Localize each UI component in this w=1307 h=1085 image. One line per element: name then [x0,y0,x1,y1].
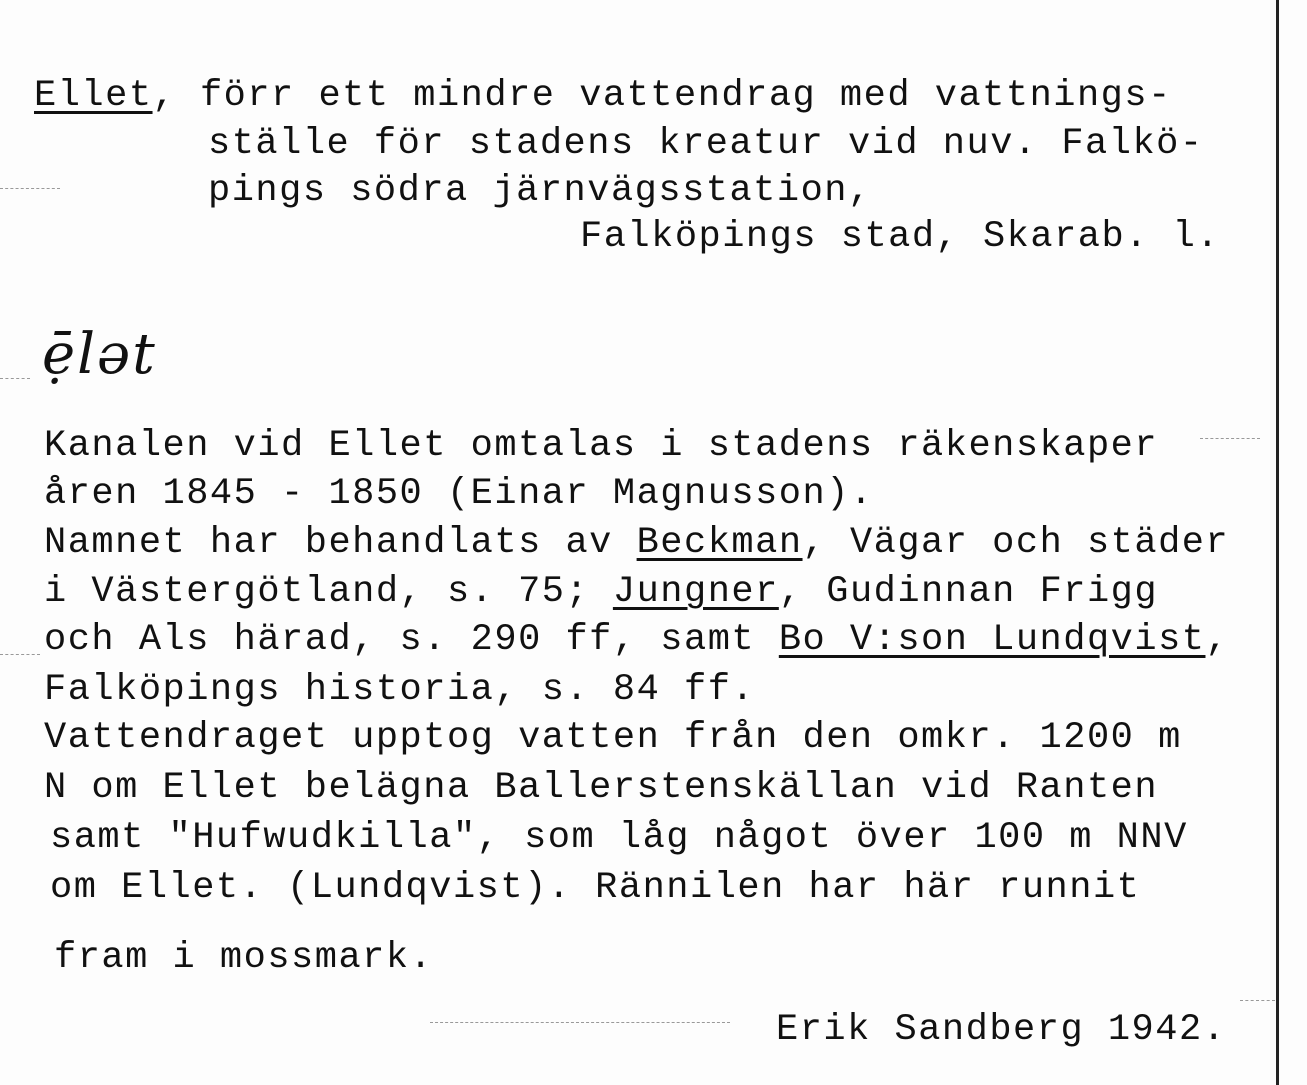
scan-artifact [0,378,30,379]
body-line-3: Namnet har behandlats av Beckman, Vägar och städer [44,522,1230,564]
body-line-11: fram i mossmark. [54,937,434,979]
entry-line-1: Ellet, förr ett mindre vattendrag med vattnings- [34,75,1172,117]
scan-artifact [1240,1000,1275,1001]
reference-beckman: Beckman [636,522,803,564]
card-edge [1276,0,1279,1085]
entry-location: Falköpings stad, Skarab. l. [580,216,1220,258]
scan-artifact [0,654,40,655]
body-line-1: Kanalen vid Ellet omtalas i stadens räkenskaper [44,425,1159,467]
body-line-4: i Västergötland, s. 75; Jungner, Gudinnan Frigg [44,571,1159,613]
headword: Ellet [34,75,153,117]
reference-jungner: Jungner [612,571,779,613]
reference-lundqvist: Bo V:son Lundqvist [778,619,1206,661]
body-line-2: åren 1845 - 1850 (Einar Magnusson). [44,473,874,515]
body-line-7: Vattendraget upptog vatten från den omkr. 1200 m [44,717,1182,759]
body-line-9: samt "Hufwudkilla", som låg något över 100 m NNV [50,817,1188,859]
body-line-10: om Ellet. (Lundqvist). Rännilen har här runnit [50,867,1141,909]
entry-line-3: pings södra järnvägsstation, [208,170,872,212]
scan-artifact [430,1022,730,1023]
scan-artifact [1200,438,1260,439]
body-line-5: och Als härad, s. 290 ff, samt Bo V:son Lundqvist, [44,619,1230,661]
body-line-6: Falköpings historia, s. 84 ff. [44,669,756,711]
scan-artifact [0,188,60,189]
signature: Erik Sandberg 1942. [776,1009,1227,1051]
entry-line-2: ställe för stadens kreatur vid nuv. Falkö- [208,123,1204,165]
body-line-8: N om Ellet belägna Ballerstenskällan vid Ranten [44,767,1159,809]
handwritten-pronunciation: ẹ̄lət [42,322,157,387]
